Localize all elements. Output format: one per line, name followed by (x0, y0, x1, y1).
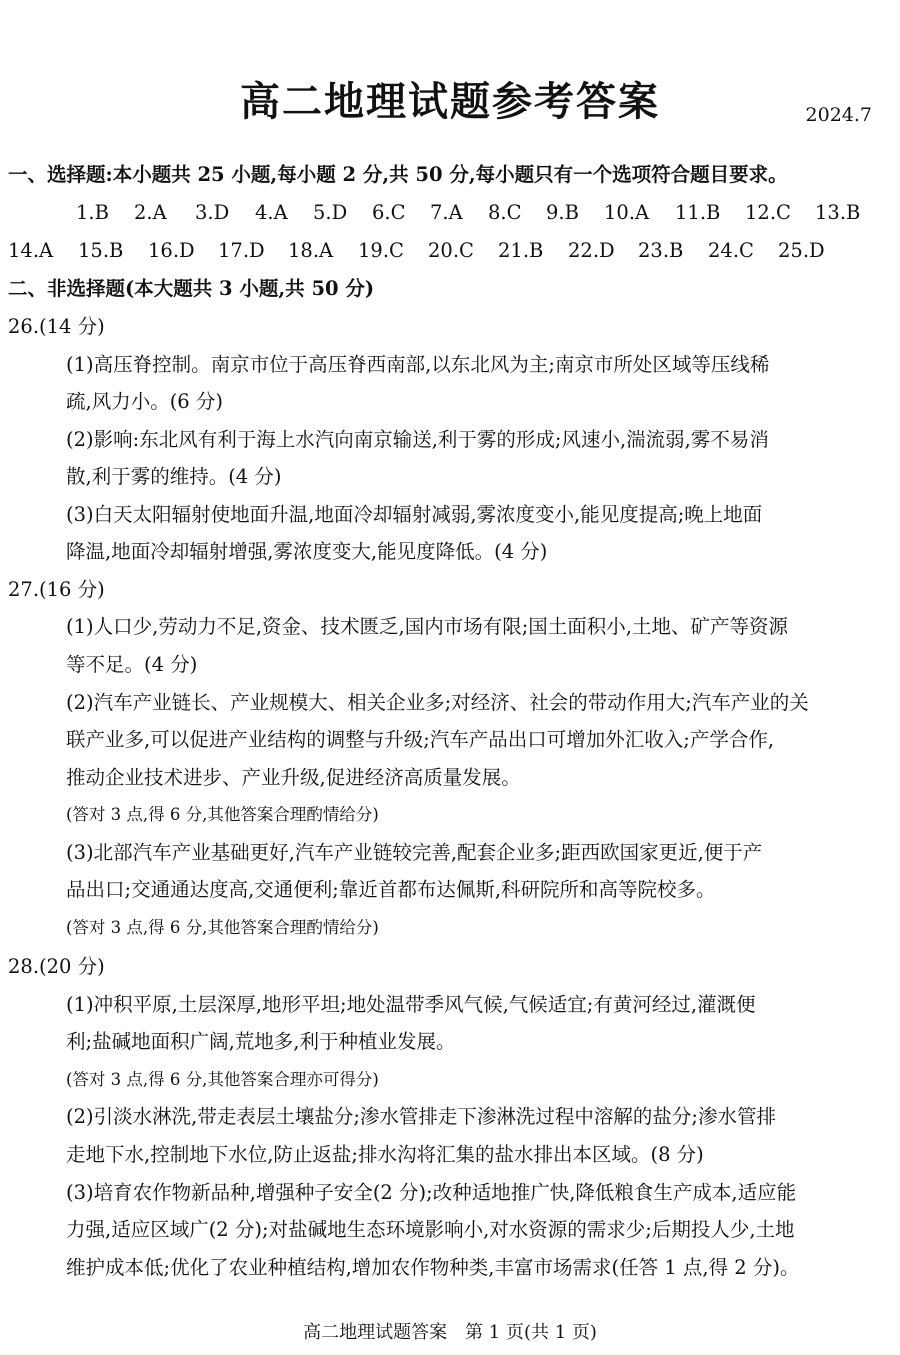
q28-p3-line1: (3)培育农作物新品种,增强种子安全(2 分);改种适地推广快,降低粮食生产成本,适应能 (66, 1181, 797, 1204)
q26-label: 26.(14 分) (8, 315, 105, 338)
q28-p1-line1: (1)冲积平原,土层深厚,地形平坦;地处温带季风气候,气候适宜;有黄河经过,灌溉便 (66, 993, 756, 1016)
answer-item: 18.A (288, 239, 334, 262)
q26-p3-line2: 降温,地面冷却辐射增强,雾浓度变大,能见度降低。(4 分) (66, 540, 548, 563)
q27-p2-note: (答对 3 点,得 6 分,其他答案合理酌情给分) (66, 805, 379, 824)
answer-item: 5.D (313, 201, 348, 224)
answer-item: 17.D (218, 239, 265, 262)
answer-item: 2.A (134, 201, 167, 224)
answer-item: 4.A (255, 201, 288, 224)
q27-p1-line1: (1)人口少,劳动力不足,资金、技术匮乏,国内市场有限;国土面积小,土地、矿产等资源 (66, 615, 788, 638)
answers-row-1 (0, 198, 900, 228)
answer-item: 1.B (76, 201, 109, 224)
page-footer: 高二地理试题答案 第 1 页(共 1 页) (303, 1322, 597, 1343)
answer-item: 11.B (675, 201, 721, 224)
answer-item: 23.B (638, 239, 684, 262)
q27-p3-line2: 品出口;交通通达度高,交通便利;靠近首都布达佩斯,科研院所和高等院校多。 (66, 878, 716, 901)
answer-item: 8.C (488, 201, 522, 224)
page-title: 高二地理试题参考答案 (240, 78, 660, 125)
q26-p2-line2: 散,利于雾的维持。(4 分) (66, 465, 282, 488)
q28-p2-line2: 走地下水,控制地下水位,防止返盐;排水沟将汇集的盐水排出本区域。(8 分) (66, 1143, 704, 1166)
q26-p1-line1: (1)高压脊控制。南京市位于高压脊西南部,以东北风为主;南京市所处区域等压线稀 (66, 353, 770, 376)
answer-item: 6.C (372, 201, 406, 224)
q27-label: 27.(16 分) (8, 578, 105, 601)
answer-item: 19.C (358, 239, 404, 262)
q27-p3-line1: (3)北部汽车产业基础更好,汽车产业链较完善,配套企业多;距西欧国家更近,便于产 (66, 841, 763, 864)
q26-p2-line1: (2)影响:东北风有利于海上水汽向南京输送,利于雾的形成;风速小,湍流弱,雾不易消 (66, 428, 769, 451)
answer-item: 14.A (8, 239, 54, 262)
answer-item: 10.A (604, 201, 650, 224)
q26-p1-line2: 疏,风力小。(6 分) (66, 390, 224, 413)
answers-row-2 (0, 236, 900, 266)
q28-p3-line2: 力强,适应区域广(2 分);对盐碱地生态环境影响小,对水资源的需求少;后期投人少,土地 (66, 1218, 795, 1241)
q28-p2-line1: (2)引淡水淋洗,带走表层土壤盐分;渗水管排走下渗淋洗过程中溶解的盐分;渗水管排 (66, 1105, 776, 1128)
q28-label: 28.(20 分) (8, 955, 105, 978)
q26-p3-line1: (3)白天太阳辐射使地面升温,地面冷却辐射减弱,雾浓度变小,能见度提高;晚上地面 (66, 503, 763, 526)
answer-item: 20.C (428, 239, 474, 262)
q27-p2-line2: 联产业多,可以促进产业结构的调整与升级;汽车产品出口可增加外汇收入;产学合作, (66, 728, 775, 751)
answer-item: 16.D (148, 239, 195, 262)
answer-item: 21.B (498, 239, 544, 262)
section1-heading: 一、选择题:本小题共 25 小题,每小题 2 分,共 50 分,每小题只有一个选项符合题目要求。 (8, 163, 788, 186)
answer-item: 24.C (708, 239, 754, 262)
q27-p2-line3: 推动企业技术进步、产业升级,促进经济高质量发展。 (66, 766, 521, 789)
section2-heading: 二、非选择题(本大题共 3 小题,共 50 分) (8, 277, 375, 300)
q28-p3-line3: 维护成本低;优化了农业种植结构,增加农作物种类,丰富市场需求(任答 1 点,得 2 分)。 (66, 1256, 800, 1279)
q28-p1-note: (答对 3 点,得 6 分,其他答案合理亦可得分) (66, 1070, 379, 1089)
answer-item: 22.D (568, 239, 615, 262)
q28-p1-line2: 利;盐碱地面积广阔,荒地多,利于种植业发展。 (66, 1030, 456, 1053)
answer-item: 7.A (430, 201, 463, 224)
q27-p2-line1: (2)汽车产业链长、产业规模大、相关企业多;对经济、社会的带动作用大;汽车产业的关 (66, 691, 809, 714)
q27-p3-note: (答对 3 点,得 6 分,其他答案合理酌情给分) (66, 918, 379, 937)
answer-item: 13.B (815, 201, 861, 224)
answer-item: 15.B (78, 239, 124, 262)
answer-item: 25.D (778, 239, 825, 262)
exam-date: 2024.7 (805, 104, 872, 126)
answer-item: 3.D (195, 201, 230, 224)
answer-item: 9.B (546, 201, 579, 224)
q27-p1-line2: 等不足。(4 分) (66, 653, 198, 676)
answer-item: 12.C (745, 201, 791, 224)
